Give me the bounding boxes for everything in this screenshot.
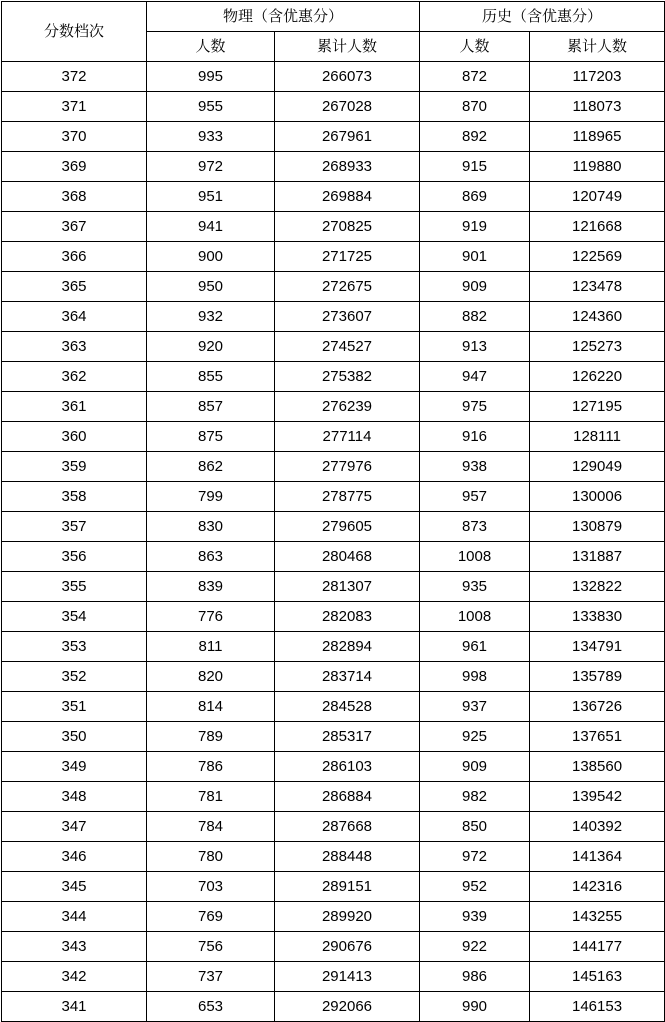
cell-score-tier: 341 — [2, 992, 147, 1022]
cell-physics-cumulative: 266073 — [275, 62, 420, 92]
cell-physics-count: 839 — [147, 572, 275, 602]
cell-history-count: 870 — [420, 92, 530, 122]
cell-history-cumulative: 128111 — [530, 422, 665, 452]
cell-history-cumulative: 120749 — [530, 182, 665, 212]
cell-history-cumulative: 141364 — [530, 842, 665, 872]
cell-physics-cumulative: 268933 — [275, 152, 420, 182]
cell-physics-count: 950 — [147, 272, 275, 302]
table-row — [2, 542, 665, 572]
table-row — [2, 692, 665, 722]
cell-score-tier: 362 — [2, 362, 147, 392]
cell-score-tier: 360 — [2, 422, 147, 452]
cell-physics-count: 857 — [147, 392, 275, 422]
table-body — [2, 62, 665, 1022]
table-row — [2, 902, 665, 932]
table-row — [2, 632, 665, 662]
cell-history-cumulative: 135789 — [530, 662, 665, 692]
cell-history-cumulative: 139542 — [530, 782, 665, 812]
cell-physics-count: 900 — [147, 242, 275, 272]
cell-history-cumulative: 142316 — [530, 872, 665, 902]
cell-score-tier: 357 — [2, 512, 147, 542]
cell-physics-cumulative: 286103 — [275, 752, 420, 782]
cell-physics-count: 776 — [147, 602, 275, 632]
table-row — [2, 62, 665, 92]
cell-physics-count: 781 — [147, 782, 275, 812]
cell-history-count: 922 — [420, 932, 530, 962]
cell-score-tier: 355 — [2, 572, 147, 602]
cell-physics-cumulative: 282894 — [275, 632, 420, 662]
cell-physics-cumulative: 282083 — [275, 602, 420, 632]
cell-history-cumulative: 121668 — [530, 212, 665, 242]
table-row — [2, 212, 665, 242]
cell-physics-count: 863 — [147, 542, 275, 572]
cell-history-count: 952 — [420, 872, 530, 902]
cell-history-count: 916 — [420, 422, 530, 452]
cell-history-cumulative: 143255 — [530, 902, 665, 932]
cell-history-count: 939 — [420, 902, 530, 932]
cell-score-tier: 366 — [2, 242, 147, 272]
cell-history-count: 909 — [420, 272, 530, 302]
cell-history-count: 872 — [420, 62, 530, 92]
cell-history-cumulative: 122569 — [530, 242, 665, 272]
cell-physics-cumulative: 274527 — [275, 332, 420, 362]
table-header — [2, 2, 665, 62]
table-row — [2, 392, 665, 422]
cell-score-tier: 344 — [2, 902, 147, 932]
table-row — [2, 662, 665, 692]
cell-score-tier: 364 — [2, 302, 147, 332]
cell-history-count: 850 — [420, 812, 530, 842]
cell-score-tier: 354 — [2, 602, 147, 632]
table-row — [2, 512, 665, 542]
table-row — [2, 332, 665, 362]
cell-physics-cumulative: 289151 — [275, 872, 420, 902]
cell-score-tier: 346 — [2, 842, 147, 872]
table-row — [2, 572, 665, 602]
cell-score-tier: 356 — [2, 542, 147, 572]
cell-score-tier: 365 — [2, 272, 147, 302]
header-physics-group: 物理（含优惠分） — [147, 2, 420, 32]
cell-physics-cumulative: 267028 — [275, 92, 420, 122]
table-row — [2, 962, 665, 992]
cell-physics-count: 653 — [147, 992, 275, 1022]
cell-history-cumulative: 131887 — [530, 542, 665, 572]
cell-history-count: 882 — [420, 302, 530, 332]
cell-physics-count: 703 — [147, 872, 275, 902]
cell-physics-count: 769 — [147, 902, 275, 932]
cell-score-tier: 351 — [2, 692, 147, 722]
cell-history-cumulative: 136726 — [530, 692, 665, 722]
cell-history-cumulative: 146153 — [530, 992, 665, 1022]
cell-history-count: 982 — [420, 782, 530, 812]
cell-score-tier: 348 — [2, 782, 147, 812]
cell-history-cumulative: 123478 — [530, 272, 665, 302]
cell-physics-cumulative: 287668 — [275, 812, 420, 842]
cell-physics-cumulative: 273607 — [275, 302, 420, 332]
cell-score-tier: 369 — [2, 152, 147, 182]
cell-history-cumulative: 138560 — [530, 752, 665, 782]
cell-physics-count: 786 — [147, 752, 275, 782]
cell-physics-cumulative: 280468 — [275, 542, 420, 572]
cell-physics-cumulative: 269884 — [275, 182, 420, 212]
header-history-count: 人数 — [420, 32, 530, 62]
cell-physics-cumulative: 275382 — [275, 362, 420, 392]
cell-physics-count: 830 — [147, 512, 275, 542]
cell-history-count: 957 — [420, 482, 530, 512]
cell-history-cumulative: 119880 — [530, 152, 665, 182]
cell-history-cumulative: 144177 — [530, 932, 665, 962]
cell-physics-count: 820 — [147, 662, 275, 692]
cell-history-count: 873 — [420, 512, 530, 542]
cell-history-count: 972 — [420, 842, 530, 872]
cell-physics-cumulative: 277976 — [275, 452, 420, 482]
cell-physics-cumulative: 289920 — [275, 902, 420, 932]
table-row — [2, 422, 665, 452]
score-distribution-table — [1, 1, 665, 1022]
header-history-group: 历史（含优惠分） — [420, 2, 665, 32]
cell-physics-count: 814 — [147, 692, 275, 722]
cell-physics-count: 811 — [147, 632, 275, 662]
cell-score-tier: 370 — [2, 122, 147, 152]
cell-score-tier: 368 — [2, 182, 147, 212]
cell-history-cumulative: 126220 — [530, 362, 665, 392]
cell-physics-count: 995 — [147, 62, 275, 92]
cell-history-cumulative: 127195 — [530, 392, 665, 422]
cell-history-cumulative: 145163 — [530, 962, 665, 992]
cell-physics-count: 799 — [147, 482, 275, 512]
table-row — [2, 872, 665, 902]
cell-physics-cumulative: 272675 — [275, 272, 420, 302]
cell-physics-cumulative: 285317 — [275, 722, 420, 752]
cell-physics-count: 941 — [147, 212, 275, 242]
cell-physics-cumulative: 281307 — [275, 572, 420, 602]
cell-score-tier: 352 — [2, 662, 147, 692]
table-row — [2, 602, 665, 632]
table-row — [2, 482, 665, 512]
cell-physics-cumulative: 277114 — [275, 422, 420, 452]
cell-score-tier: 343 — [2, 932, 147, 962]
table-row — [2, 242, 665, 272]
cell-history-count: 998 — [420, 662, 530, 692]
cell-history-cumulative: 134791 — [530, 632, 665, 662]
cell-score-tier: 372 — [2, 62, 147, 92]
cell-physics-cumulative: 267961 — [275, 122, 420, 152]
cell-physics-cumulative: 283714 — [275, 662, 420, 692]
cell-history-cumulative: 130879 — [530, 512, 665, 542]
cell-physics-count: 756 — [147, 932, 275, 962]
header-physics-count: 人数 — [147, 32, 275, 62]
cell-history-cumulative: 117203 — [530, 62, 665, 92]
cell-physics-cumulative: 276239 — [275, 392, 420, 422]
cell-history-count: 961 — [420, 632, 530, 662]
cell-history-count: 892 — [420, 122, 530, 152]
cell-score-tier: 345 — [2, 872, 147, 902]
cell-score-tier: 358 — [2, 482, 147, 512]
cell-physics-count: 784 — [147, 812, 275, 842]
cell-physics-count: 932 — [147, 302, 275, 332]
cell-history-count: 925 — [420, 722, 530, 752]
cell-physics-cumulative: 286884 — [275, 782, 420, 812]
cell-physics-count: 855 — [147, 362, 275, 392]
cell-history-cumulative: 118965 — [530, 122, 665, 152]
cell-history-count: 913 — [420, 332, 530, 362]
cell-score-tier: 363 — [2, 332, 147, 362]
cell-physics-count: 737 — [147, 962, 275, 992]
cell-physics-count: 951 — [147, 182, 275, 212]
cell-score-tier: 350 — [2, 722, 147, 752]
cell-history-count: 909 — [420, 752, 530, 782]
cell-score-tier: 342 — [2, 962, 147, 992]
cell-physics-count: 955 — [147, 92, 275, 122]
cell-physics-cumulative: 291413 — [275, 962, 420, 992]
cell-physics-count: 972 — [147, 152, 275, 182]
cell-history-count: 938 — [420, 452, 530, 482]
cell-physics-count: 920 — [147, 332, 275, 362]
cell-physics-cumulative: 284528 — [275, 692, 420, 722]
cell-physics-cumulative: 279605 — [275, 512, 420, 542]
cell-history-cumulative: 129049 — [530, 452, 665, 482]
cell-physics-count: 933 — [147, 122, 275, 152]
header-physics-cumulative: 累计人数 — [275, 32, 420, 62]
table-row — [2, 182, 665, 212]
cell-history-cumulative: 125273 — [530, 332, 665, 362]
cell-history-count: 935 — [420, 572, 530, 602]
cell-score-tier: 349 — [2, 752, 147, 782]
table-row — [2, 782, 665, 812]
cell-physics-cumulative: 288448 — [275, 842, 420, 872]
cell-history-count: 990 — [420, 992, 530, 1022]
cell-history-cumulative: 124360 — [530, 302, 665, 332]
table-row — [2, 932, 665, 962]
cell-score-tier: 367 — [2, 212, 147, 242]
table-row — [2, 722, 665, 752]
cell-physics-cumulative: 290676 — [275, 932, 420, 962]
cell-score-tier: 353 — [2, 632, 147, 662]
table-row — [2, 452, 665, 482]
cell-history-cumulative: 132822 — [530, 572, 665, 602]
cell-score-tier: 361 — [2, 392, 147, 422]
table-row — [2, 152, 665, 182]
cell-physics-count: 875 — [147, 422, 275, 452]
cell-history-count: 1008 — [420, 542, 530, 572]
table-row — [2, 842, 665, 872]
cell-physics-cumulative: 270825 — [275, 212, 420, 242]
cell-history-count: 869 — [420, 182, 530, 212]
header-history-cumulative: 累计人数 — [530, 32, 665, 62]
table-row — [2, 122, 665, 152]
cell-history-count: 901 — [420, 242, 530, 272]
cell-history-cumulative: 118073 — [530, 92, 665, 122]
cell-score-tier: 359 — [2, 452, 147, 482]
table-row — [2, 302, 665, 332]
cell-history-count: 986 — [420, 962, 530, 992]
cell-history-cumulative: 137651 — [530, 722, 665, 752]
header-row-groups — [2, 2, 665, 32]
table-row — [2, 812, 665, 842]
cell-history-cumulative: 140392 — [530, 812, 665, 842]
table-row — [2, 272, 665, 302]
cell-physics-count: 789 — [147, 722, 275, 752]
table-row — [2, 92, 665, 122]
cell-physics-cumulative: 278775 — [275, 482, 420, 512]
cell-history-count: 937 — [420, 692, 530, 722]
cell-history-count: 947 — [420, 362, 530, 392]
cell-history-cumulative: 130006 — [530, 482, 665, 512]
cell-history-count: 975 — [420, 392, 530, 422]
cell-physics-cumulative: 292066 — [275, 992, 420, 1022]
table-row — [2, 992, 665, 1022]
cell-physics-count: 780 — [147, 842, 275, 872]
cell-history-count: 915 — [420, 152, 530, 182]
header-score-tier: 分数档次 — [2, 2, 147, 62]
cell-physics-cumulative: 271725 — [275, 242, 420, 272]
cell-score-tier: 371 — [2, 92, 147, 122]
cell-history-count: 919 — [420, 212, 530, 242]
cell-history-cumulative: 133830 — [530, 602, 665, 632]
cell-score-tier: 347 — [2, 812, 147, 842]
cell-history-count: 1008 — [420, 602, 530, 632]
table-row — [2, 752, 665, 782]
cell-physics-count: 862 — [147, 452, 275, 482]
table-row — [2, 362, 665, 392]
